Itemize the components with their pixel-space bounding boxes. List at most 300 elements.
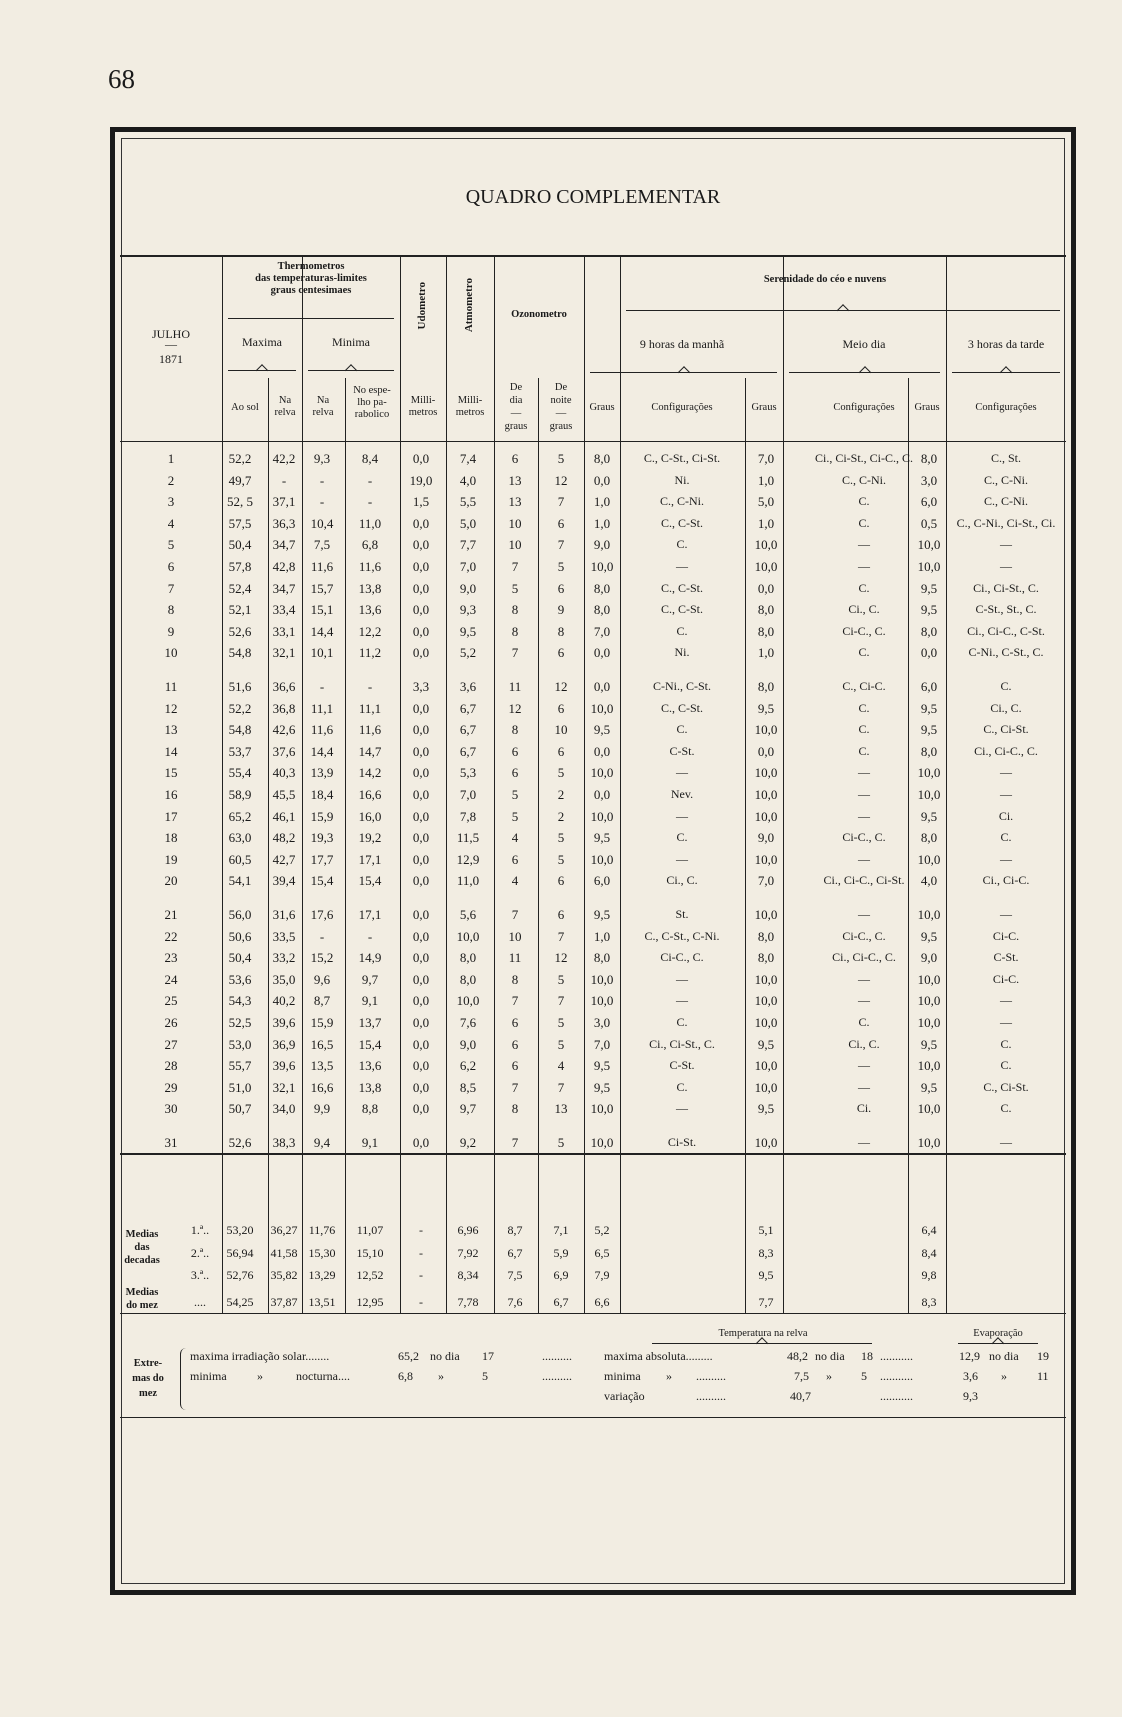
media-cell: 5,1 bbox=[758, 1223, 774, 1237]
header-configuracoes: Configurações bbox=[833, 402, 895, 413]
table-cell: 14,4 bbox=[310, 743, 334, 759]
table-cell: 31,6 bbox=[272, 907, 296, 922]
table-cell: 10,0 bbox=[754, 537, 778, 553]
table-cell: 6 bbox=[511, 1036, 519, 1052]
table-cell: C. bbox=[858, 515, 870, 530]
table-cell: 8,7 bbox=[313, 993, 331, 1009]
day-number: 25 bbox=[164, 993, 178, 1009]
extremas-value: 65,2 bbox=[398, 1349, 419, 1363]
table-cell: 6,0 bbox=[920, 679, 938, 694]
table-cell: - bbox=[281, 472, 287, 488]
table-cell: 11,6 bbox=[358, 722, 382, 738]
label-medias-decadas: Medias bbox=[125, 1229, 159, 1240]
table-cell: 8,5 bbox=[459, 1079, 477, 1095]
table-cell: 7 bbox=[557, 537, 565, 553]
table-cell: 10,0 bbox=[456, 928, 480, 944]
column-rule bbox=[783, 255, 784, 1313]
day-number: 9 bbox=[167, 623, 175, 639]
table-cell: C-St. bbox=[669, 743, 695, 758]
table-cell: 34,7 bbox=[272, 580, 296, 596]
table-cell: C. bbox=[1000, 830, 1012, 845]
day-number: 29 bbox=[164, 1079, 178, 1095]
table-cell: 65,2 bbox=[228, 808, 252, 824]
table-cell: 13,6 bbox=[358, 602, 382, 618]
table-cell: 5,6 bbox=[459, 907, 477, 922]
table-cell: 10,0 bbox=[917, 559, 941, 574]
table-cell: 8,0 bbox=[920, 743, 938, 759]
table-cell: — bbox=[676, 1101, 688, 1116]
header-na-relva: relva bbox=[312, 407, 334, 418]
table-cell: 7,0 bbox=[757, 451, 775, 466]
table-cell: 0,0 bbox=[412, 451, 430, 466]
table-cell: 7 bbox=[511, 993, 519, 1009]
extremas-text: minima bbox=[190, 1369, 227, 1383]
table-cell: 33,4 bbox=[272, 602, 296, 618]
table-cell: 6,0 bbox=[593, 873, 611, 889]
media-cell: 53,20 bbox=[226, 1223, 254, 1237]
table-cell: 8,0 bbox=[920, 623, 938, 639]
media-cell: 13,51 bbox=[308, 1295, 336, 1309]
table-cell: 10,0 bbox=[917, 971, 941, 987]
table-cell: 0,0 bbox=[412, 993, 430, 1009]
table-cell: 5 bbox=[557, 1135, 565, 1150]
table-cell: 55,7 bbox=[228, 1058, 252, 1074]
table-cell: 1,0 bbox=[593, 928, 611, 944]
header-ao-sol: Ao sol bbox=[231, 402, 259, 413]
table-cell: Ci. bbox=[856, 1101, 872, 1116]
header-millimetros: Milli- bbox=[410, 395, 436, 406]
table-cell: 9,2 bbox=[459, 1135, 477, 1150]
table-cell: 5 bbox=[511, 580, 519, 596]
table-cell: 10,0 bbox=[754, 765, 778, 781]
table-cell: 3,0 bbox=[920, 472, 938, 488]
table-cell: 6,0 bbox=[920, 494, 938, 510]
table-cell: 8 bbox=[511, 623, 519, 639]
table-cell: 53,0 bbox=[228, 1036, 252, 1052]
extremas-text: .......... bbox=[542, 1349, 572, 1363]
table-cell: 9,5 bbox=[757, 1101, 775, 1117]
table-cell: 8 bbox=[511, 971, 519, 987]
table-cell: 7 bbox=[557, 993, 565, 1009]
brace-rule bbox=[590, 372, 777, 373]
table-cell: 8 bbox=[511, 1101, 519, 1117]
media-cell: 8,3 bbox=[921, 1295, 937, 1309]
table-cell: Ci., Ci-St., Ci-C., C. bbox=[814, 451, 914, 465]
table-cell: 7 bbox=[511, 645, 519, 661]
table-cell: 0,0 bbox=[412, 851, 430, 867]
decada-label: 1.ª.. bbox=[190, 1223, 210, 1237]
table-cell: 3,6 bbox=[459, 679, 477, 694]
table-cell: C. bbox=[858, 645, 870, 660]
extremas-text: ........... bbox=[880, 1369, 913, 1383]
table-cell: 0,0 bbox=[412, 700, 430, 716]
table-cell: 53,7 bbox=[228, 743, 252, 759]
extremas-value: 6,8 bbox=[398, 1369, 413, 1383]
table-cell: C., C-St. bbox=[660, 602, 703, 617]
extremas-text: no dia bbox=[989, 1349, 1019, 1363]
table-cell: 14,2 bbox=[358, 765, 382, 781]
table-cell: C., C-St. bbox=[660, 515, 703, 530]
table-cell: 10,0 bbox=[917, 787, 941, 802]
table-cell: 0,0 bbox=[412, 559, 430, 574]
table-cell: 37,6 bbox=[272, 743, 296, 759]
table-cell: 9,5 bbox=[593, 722, 611, 738]
label-medias-decadas: decadas bbox=[124, 1255, 160, 1266]
table-cell: - bbox=[367, 472, 373, 488]
day-number: 21 bbox=[164, 907, 178, 922]
media-cell: 6,7 bbox=[507, 1246, 523, 1260]
table-cell: 0,0 bbox=[757, 580, 775, 596]
table-cell: 52,1 bbox=[228, 602, 252, 618]
table-cell: Ci., C. bbox=[666, 873, 698, 888]
table-cell: C. bbox=[676, 1015, 688, 1029]
brace-mark bbox=[180, 1348, 187, 1410]
day-number: 14 bbox=[164, 743, 178, 759]
table-cell: 0,0 bbox=[412, 1135, 430, 1150]
table-cell: C-St. bbox=[993, 950, 1019, 965]
table-cell: 0,0 bbox=[412, 537, 430, 553]
table-cell: 8,0 bbox=[459, 950, 477, 966]
table-cell: 5 bbox=[557, 559, 565, 574]
table-cell: 7,6 bbox=[459, 1015, 477, 1030]
table-cell: 6 bbox=[511, 743, 519, 759]
table-cell: 7 bbox=[511, 1079, 519, 1095]
header-evaporacao: Evaporação bbox=[973, 1328, 1023, 1339]
table-cell: 10,0 bbox=[590, 808, 614, 824]
table-cell: 11,6 bbox=[358, 559, 382, 574]
column-rule bbox=[946, 255, 947, 1313]
table-cell: 10,0 bbox=[754, 1135, 778, 1150]
table-cell: 4 bbox=[557, 1058, 565, 1074]
table-cell: 8,0 bbox=[757, 602, 775, 618]
table-cell: — bbox=[1000, 907, 1012, 921]
table-cell: Ci., Ci-St., C. bbox=[649, 1036, 715, 1051]
extremas-value: 18 bbox=[861, 1349, 873, 1363]
table-cell: 39,6 bbox=[272, 1015, 296, 1030]
header-thermometros: graus centesimaes bbox=[270, 285, 352, 296]
media-cell: 6,4 bbox=[921, 1223, 937, 1237]
table-cell: 7,4 bbox=[459, 451, 477, 466]
table-cell: 7,0 bbox=[593, 1036, 611, 1052]
table-cell: Ci-St. bbox=[667, 1135, 697, 1149]
table-cell: 9,0 bbox=[920, 950, 938, 966]
table-cell: C. bbox=[1000, 1036, 1012, 1051]
table-cell: 13 bbox=[508, 494, 522, 510]
table-cell: 10,0 bbox=[754, 1058, 778, 1074]
table-cell: C. bbox=[676, 830, 688, 845]
extremas-text: nocturna.... bbox=[296, 1369, 350, 1383]
table-cell: 7,0 bbox=[459, 787, 477, 802]
table-cell: 53,6 bbox=[228, 971, 252, 987]
table-cell: 46,1 bbox=[272, 808, 296, 824]
table-cell: 10,0 bbox=[590, 971, 614, 987]
table-cell: 9,0 bbox=[593, 537, 611, 553]
day-number: 3 bbox=[167, 494, 175, 510]
day-number: 20 bbox=[164, 873, 178, 889]
rule bbox=[120, 441, 1066, 442]
table-cell: 0,0 bbox=[412, 515, 430, 531]
table-cell: 4 bbox=[511, 830, 519, 846]
table-cell: Ci-C. bbox=[992, 928, 1020, 943]
day-number: 8 bbox=[167, 602, 175, 618]
brace-rule bbox=[958, 1343, 1038, 1344]
table-cell: 9,5 bbox=[920, 1079, 938, 1095]
table-cell: 0,0 bbox=[757, 743, 775, 759]
table-cell: 52,2 bbox=[228, 451, 252, 466]
table-cell: Ci., Ci-C. bbox=[982, 873, 1030, 888]
media-cell: - bbox=[419, 1223, 423, 1237]
table-cell: 36,6 bbox=[272, 679, 296, 694]
table-cell: 8,0 bbox=[757, 928, 775, 944]
table-cell: — bbox=[1000, 537, 1012, 552]
media-cell: - bbox=[419, 1268, 423, 1282]
table-cell: 10 bbox=[554, 722, 568, 738]
table-cell: 9,5 bbox=[757, 1036, 775, 1052]
table-cell: 10,0 bbox=[754, 787, 778, 802]
header-thermometros: Thermometros bbox=[277, 261, 345, 272]
table-cell: 12 bbox=[554, 472, 568, 488]
table-cell: 39,6 bbox=[272, 1058, 296, 1074]
table-cell: 14,7 bbox=[358, 743, 382, 759]
header-graus: Graus bbox=[914, 402, 940, 413]
table-cell: 34,0 bbox=[272, 1101, 296, 1117]
header-3-horas: 3 horas da tarde bbox=[967, 337, 1045, 351]
extremas-text: » bbox=[1001, 1369, 1007, 1383]
table-cell: 12,9 bbox=[456, 851, 480, 867]
extremas-text: » bbox=[826, 1369, 832, 1383]
table-cell: 13 bbox=[554, 1101, 568, 1117]
table-cell: Ni. bbox=[674, 645, 690, 660]
table-cell: 35,0 bbox=[272, 971, 296, 987]
table-cell: C. bbox=[858, 743, 870, 758]
day-number: 22 bbox=[164, 928, 178, 944]
table-cell: C-St., St., C. bbox=[975, 602, 1037, 617]
media-cell: 8,7 bbox=[507, 1223, 523, 1237]
table-cell: Nev. bbox=[670, 787, 694, 801]
table-cell: Ci-C. bbox=[992, 971, 1020, 986]
table-cell: 7,0 bbox=[757, 873, 775, 889]
extremas-text: » bbox=[666, 1369, 672, 1383]
media-cell: 7,9 bbox=[594, 1268, 610, 1282]
table-cell: 8,0 bbox=[757, 679, 775, 694]
table-cell: 15,9 bbox=[310, 808, 334, 824]
header-udometro: Udometro bbox=[416, 282, 428, 330]
table-cell: 55,4 bbox=[228, 765, 252, 781]
header-configuracoes: Configurações bbox=[651, 402, 713, 413]
media-cell: 15,30 bbox=[308, 1246, 336, 1260]
table-cell: 15,1 bbox=[310, 602, 334, 618]
table-cell: 0,0 bbox=[412, 743, 430, 759]
table-cell: 15,7 bbox=[310, 580, 334, 596]
table-cell: 7 bbox=[511, 1135, 519, 1150]
extremas-text: no dia bbox=[815, 1349, 845, 1363]
label-medias-decadas: das bbox=[134, 1242, 150, 1253]
table-cell: 17,7 bbox=[310, 851, 334, 867]
table-cell: 51,6 bbox=[228, 679, 252, 694]
header-espelho: lho pa- bbox=[357, 397, 387, 408]
table-cell: 13,8 bbox=[358, 580, 382, 596]
table-cell: 0,0 bbox=[593, 645, 611, 661]
day-number: 1 bbox=[167, 451, 175, 466]
table-cell: 1,0 bbox=[757, 515, 775, 531]
decada-label: .... bbox=[194, 1295, 206, 1309]
extremas-text: » bbox=[257, 1369, 263, 1383]
table-cell: 52, 5 bbox=[227, 494, 253, 510]
table-cell: 5,3 bbox=[459, 765, 477, 781]
table-cell: 56,0 bbox=[228, 907, 252, 922]
table-cell: 18,4 bbox=[310, 787, 334, 802]
table-cell: 5,0 bbox=[459, 515, 477, 531]
media-cell: 7,78 bbox=[457, 1295, 479, 1309]
table-cell: 0,0 bbox=[412, 1101, 430, 1117]
table-cell: 10,0 bbox=[917, 765, 941, 781]
media-cell: 8,3 bbox=[758, 1246, 774, 1260]
table-cell: — bbox=[1000, 559, 1012, 573]
extremas-text: minima bbox=[604, 1369, 641, 1383]
table-cell: 5 bbox=[557, 971, 565, 987]
table-cell: 38,3 bbox=[272, 1135, 296, 1150]
table-cell: 9,1 bbox=[361, 1135, 379, 1150]
table-cell: — bbox=[1000, 1015, 1012, 1029]
day-number: 27 bbox=[164, 1036, 178, 1052]
table-cell: - bbox=[319, 494, 325, 510]
table-cell: C., C-Ni. bbox=[659, 494, 704, 509]
media-cell: 7,5 bbox=[507, 1268, 523, 1282]
header-ozonometro: Ozonometro bbox=[511, 309, 567, 320]
header-de-dia: graus bbox=[504, 421, 528, 432]
table-cell: 6 bbox=[557, 907, 565, 922]
table-cell: 4,0 bbox=[459, 472, 477, 488]
table-cell: 6 bbox=[557, 515, 565, 531]
table-cell: 9,5 bbox=[920, 700, 938, 716]
table-cell: 0,0 bbox=[412, 787, 430, 802]
table-cell: C-St. bbox=[669, 1058, 695, 1073]
table-cell: 50,4 bbox=[228, 950, 252, 966]
table-cell: 52,6 bbox=[228, 623, 252, 639]
table-cell: 50,6 bbox=[228, 928, 252, 944]
table-cell: 19,0 bbox=[409, 472, 433, 488]
table-cell: 42,6 bbox=[272, 722, 296, 738]
table-cell: 8,8 bbox=[361, 1101, 379, 1117]
table-cell: — bbox=[1000, 787, 1012, 801]
media-cell: 35,82 bbox=[270, 1268, 298, 1282]
table-cell: 9,6 bbox=[313, 971, 331, 987]
table-cell: Ci., Ci-C., C. bbox=[832, 950, 896, 965]
table-cell: 1,0 bbox=[757, 472, 775, 488]
media-cell: 11,76 bbox=[308, 1223, 336, 1237]
table-cell: 6 bbox=[557, 645, 565, 661]
table-cell: 33,2 bbox=[272, 950, 296, 966]
table-cell: Ci., C. bbox=[848, 602, 880, 617]
table-cell: C., C-Ni., Ci-St., Ci. bbox=[956, 515, 1056, 530]
header-na-relva: relva bbox=[274, 407, 296, 418]
table-cell: 9,4 bbox=[313, 1135, 331, 1150]
table-cell: 0,0 bbox=[412, 580, 430, 596]
header-graus: Graus bbox=[751, 402, 777, 413]
table-cell: 5 bbox=[511, 787, 519, 802]
media-cell: 7,1 bbox=[553, 1223, 569, 1237]
table-cell: 42,7 bbox=[272, 851, 296, 867]
table-cell: 12 bbox=[508, 700, 522, 716]
table-cell: C-Ni., C-St. bbox=[652, 679, 711, 693]
table-cell: Ci., Ci-C., C. bbox=[974, 743, 1038, 758]
table-cell: 52,4 bbox=[228, 580, 252, 596]
table-cell: 10,0 bbox=[754, 971, 778, 987]
table-cell: — bbox=[858, 851, 870, 866]
table-cell: 0,0 bbox=[412, 1036, 430, 1052]
day-number: 13 bbox=[164, 722, 178, 738]
table-cell: C. bbox=[858, 700, 870, 715]
table-cell: — bbox=[858, 559, 870, 573]
day-number: 12 bbox=[164, 700, 178, 716]
media-cell: 6,96 bbox=[457, 1223, 479, 1237]
label-medias-mez: Medias bbox=[125, 1287, 159, 1298]
day-number: 10 bbox=[164, 645, 178, 661]
table-cell: 8,0 bbox=[920, 451, 938, 466]
table-cell: — bbox=[1000, 1135, 1012, 1149]
table-cell: C. bbox=[858, 1015, 870, 1029]
table-cell: 9,1 bbox=[361, 993, 379, 1009]
extremas-value: 19 bbox=[1037, 1349, 1049, 1363]
header-minima: Minima bbox=[332, 335, 370, 349]
decada-label: 3.ª.. bbox=[190, 1268, 210, 1282]
table-cell: — bbox=[676, 559, 688, 573]
table-cell: 6,8 bbox=[361, 537, 379, 553]
table-cell: 7,7 bbox=[459, 537, 477, 553]
table-title: QUADRO COMPLEMENTAR bbox=[465, 186, 721, 208]
table-cell: 8,4 bbox=[361, 451, 379, 466]
table-cell: 6,7 bbox=[459, 700, 477, 716]
table-cell: 42,8 bbox=[272, 559, 296, 574]
rule bbox=[120, 1313, 1066, 1314]
media-cell: 6,6 bbox=[594, 1295, 610, 1309]
table-cell: 9,0 bbox=[459, 1036, 477, 1052]
table-cell: 0,0 bbox=[593, 472, 611, 488]
table-cell: 8 bbox=[557, 623, 565, 639]
media-cell: 6,7 bbox=[553, 1295, 569, 1309]
table-cell: 11 bbox=[508, 679, 522, 694]
header-de-noite: graus bbox=[549, 421, 573, 432]
table-cell: C., Ci-C. bbox=[842, 679, 886, 693]
table-cell: 11 bbox=[508, 950, 522, 966]
table-cell: C. bbox=[858, 494, 870, 509]
table-cell: 1,0 bbox=[593, 515, 611, 531]
table-cell: C., C-Ni. bbox=[983, 472, 1028, 487]
table-cell: 16,6 bbox=[310, 1079, 334, 1095]
table-cell: 5 bbox=[511, 808, 519, 824]
table-cell: 10,0 bbox=[917, 537, 941, 553]
table-cell: 3,0 bbox=[593, 1015, 611, 1030]
table-cell: 0,0 bbox=[412, 950, 430, 966]
brace-rule bbox=[652, 1343, 872, 1344]
dash: — bbox=[165, 337, 177, 351]
table-cell: 8,0 bbox=[757, 950, 775, 966]
rule bbox=[120, 1417, 1066, 1418]
table-cell: 9,5 bbox=[920, 602, 938, 618]
table-cell: Ci-C., C. bbox=[842, 623, 886, 638]
table-cell: 9,5 bbox=[459, 623, 477, 639]
table-cell: — bbox=[1000, 851, 1012, 866]
table-cell: 14,4 bbox=[310, 623, 334, 639]
table-cell: 9,5 bbox=[920, 1036, 938, 1052]
table-cell: 10,0 bbox=[917, 907, 941, 922]
table-cell: 9,5 bbox=[757, 700, 775, 716]
table-cell: 5,2 bbox=[459, 645, 477, 661]
table-cell: 7,0 bbox=[593, 623, 611, 639]
header-millimetros: metros bbox=[455, 407, 485, 418]
extremas-text: .......... bbox=[696, 1389, 726, 1403]
table-cell: 10,0 bbox=[754, 1015, 778, 1030]
